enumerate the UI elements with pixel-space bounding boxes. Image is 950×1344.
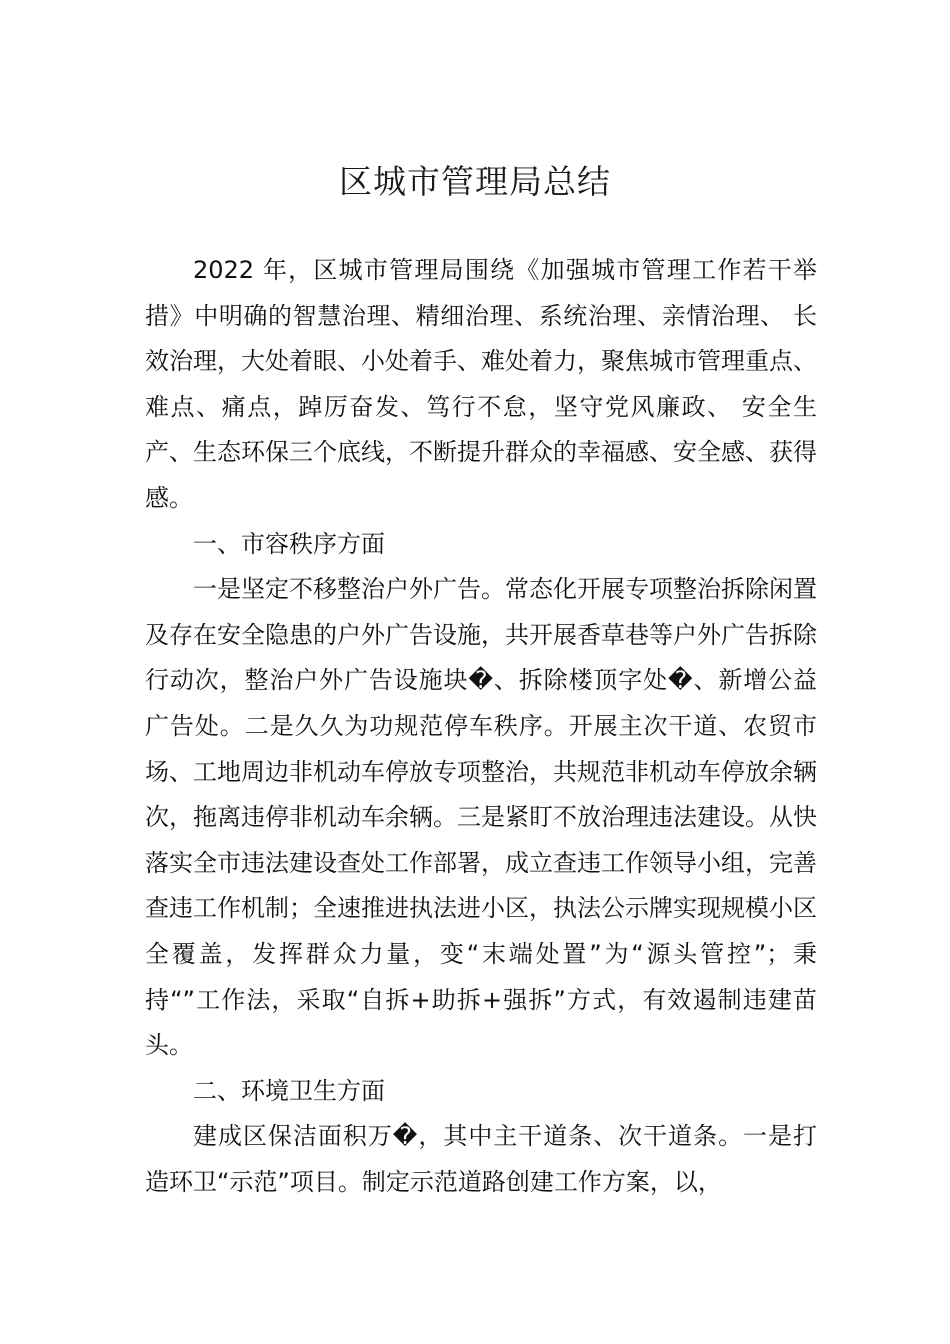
document-body [145,248,817,1205]
document-title: 区城市管理局总结 [339,162,611,201]
section-2-paragraph: 建成区保洁面积万�，其中主干道条、次干道条。一是打造环卫“示范”项目。制定示范道路创建工作方案，以， [145,1122,817,1196]
intro-paragraph: 2022 年，区城市管理局围绕《加强城市管理工作若干举措》中明确的智慧治理、精细治理、系统治理、亲情治理、 长效治理，大处着眼、小处着手、难处着力，聚焦城市管理重点、难点、痛点，踔厉奋发、笃行不怠，坚守党风廉政、 安全生产、生态环保三个底线，不断提升群众的幸福感、安全感、获得感。 [145,256,817,512]
section-heading-2: 二、环境卫生方面 [193,1076,385,1105]
section-heading-1: 一、市容秩序方面 [193,529,385,558]
section-1-paragraph: 一是坚定不移整治户外广告。常态化开展专项整治拆除闲置及存在安全隐患的户外广告设施，共开展香草巷等户外广告拆除行动次，整治户外广告设施块�、拆除楼顶字处�、新增公益广告处。二是久久为功规范停车秩序。开展主次干道、农贸市场、工地周边非机动车停放专项整治，共规范非机动车停放余辆次，拖离违停非机动车余辆。三是紧盯不放治理违法建设。从快落实全市违法建设查处工作部署，成立查违工作领导小组，完善查违工作机制；全速推进执法进小区，执法公示牌实现规模小区全覆盖，发挥群众力量，变“末端处置”为“源头管控”；秉持“”工作法，采取“自拆+助拆+强拆”方式，有效遏制违建苗头。 [145,575,817,1060]
